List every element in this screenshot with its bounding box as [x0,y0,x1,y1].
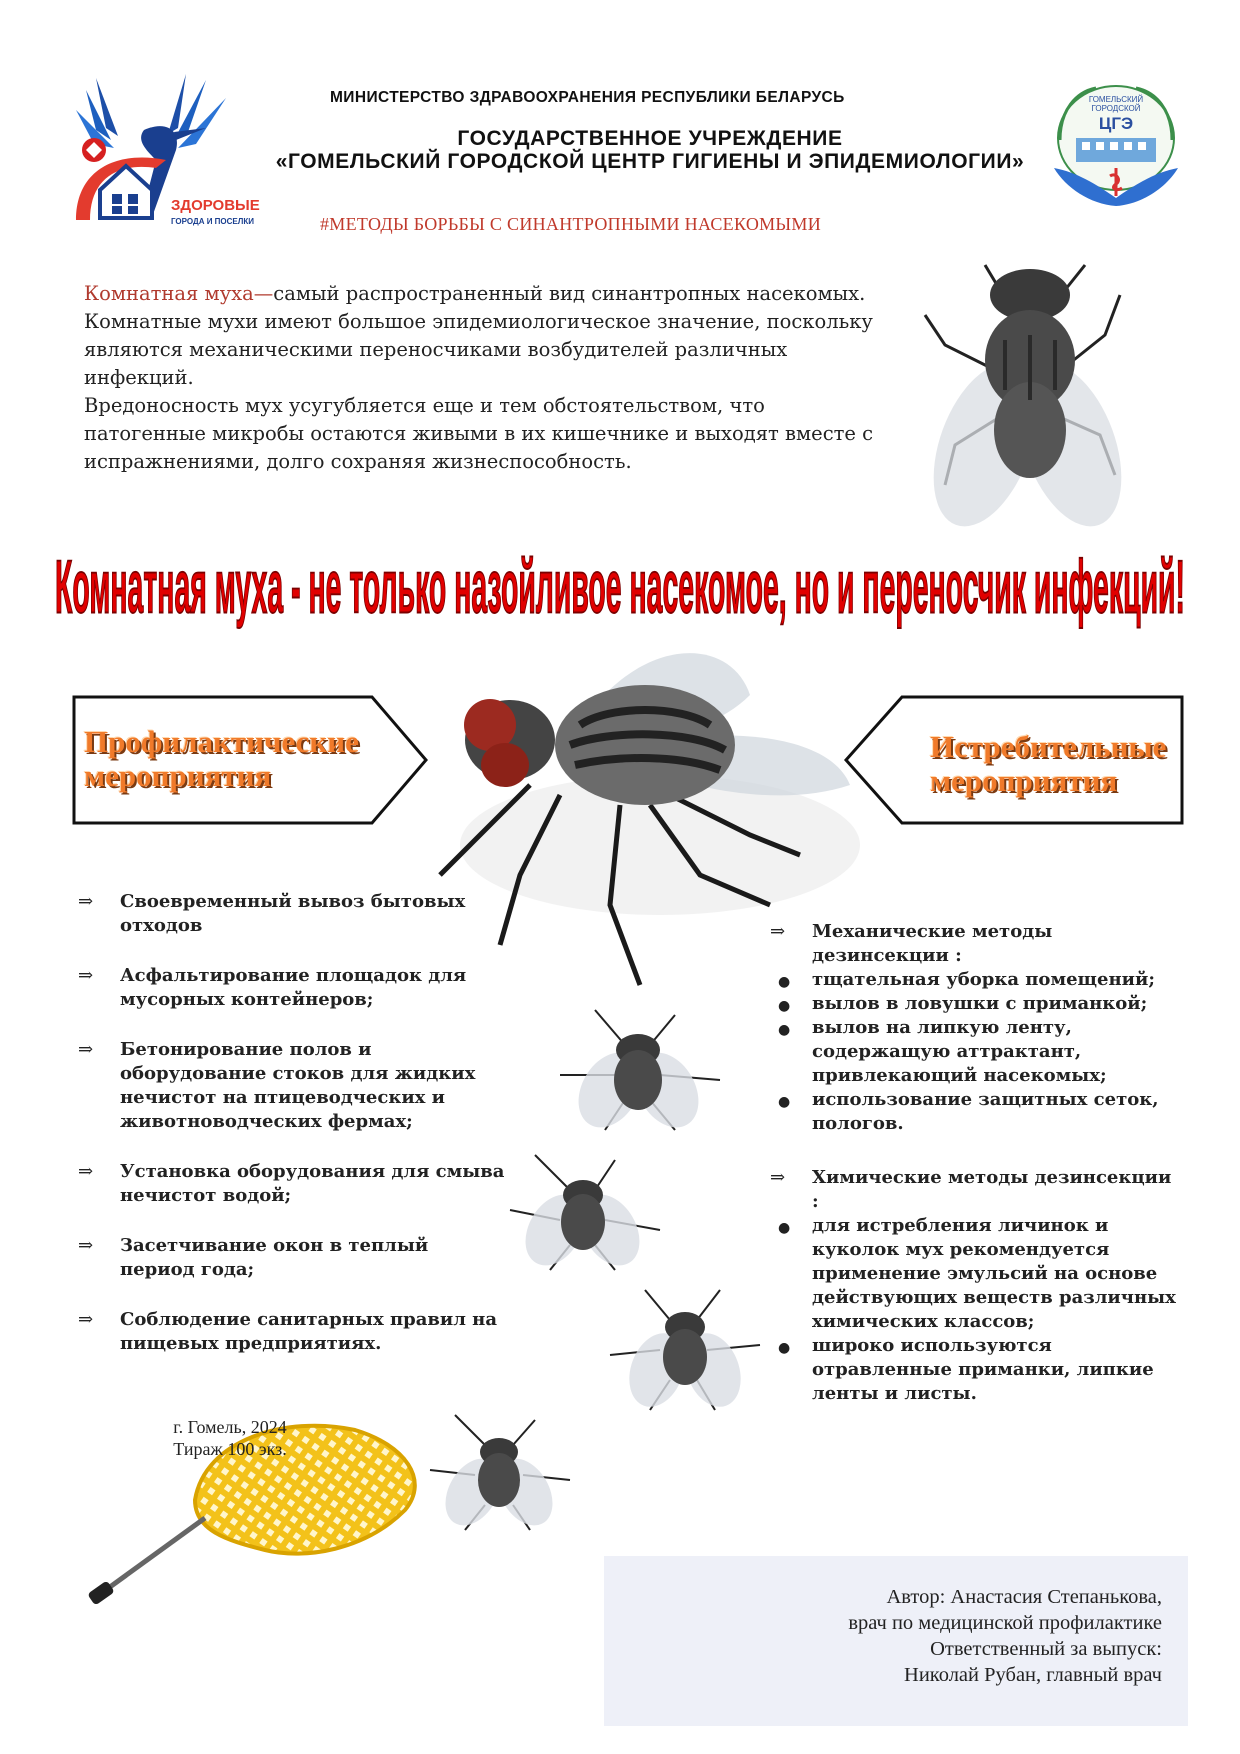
arrow-icon: ⇒ [78,965,94,986]
list-item: ● для истребления личинок и куколок мух рекомендуется применение эмульсий на основе действующих веществ различных химических классов; [778,1215,1176,1332]
extermination-measures-box [842,695,1184,825]
fly-illustration-small-1 [555,1005,725,1135]
arrow-icon: ⇒ [770,1167,786,1188]
author-line3: Ответственный за выпуск: [930,1638,1162,1660]
logo-text-healthy: ЗДОРОВЫЕ [171,197,260,214]
ministry-title: МИНИСТЕРСТВО ЗДРАВООХРАНЕНИЯ РЕСПУБЛИКИ БЕЛАРУСЬ [330,89,845,106]
institution-title-line1: ГОСУДАРСТВЕННОЕ УЧРЕЖДЕНИЕ [457,127,843,150]
gomel-cge-logo [1046,80,1186,210]
preventive-measures-box [72,695,430,825]
list-item: ⇒ Своевременный вывоз бытовых отходов [78,891,466,936]
institution-title-line2: «ГОМЕЛЬСКИЙ ГОРОДСКОЙ ЦЕНТР ГИГИЕНЫ И ЭПИДЕМИОЛОГИИ» [275,150,1025,173]
bullet-icon: ● [778,1340,791,1356]
mechanical-heading: ⇒ Механические методы дезинсекции : [770,921,1053,966]
fly-illustration-small-4 [425,1410,575,1535]
author-line4: Николай Рубан, главный врач [904,1664,1162,1686]
preventive-list [78,890,508,1382]
imprint-city: г. Гомель, 2024 [173,1417,287,1437]
extermination-list [770,920,1180,1406]
list-item: ⇒ Асфальтирование площадок для мусорных контейнеров; [78,965,467,1010]
list-item: ⇒ Бетонирование полов и оборудование стоков для жидких нечистот на птицеводческих и животноводческих фермах; [78,1039,476,1132]
fly-illustration-top [905,225,1135,535]
arrow-icon: ⇒ [78,1235,94,1256]
bullet-icon: ● [778,998,791,1014]
logo-text-cge: ЦГЭ [1098,114,1134,133]
preventive-label: Профилактические мероприятия [84,724,359,793]
arrow-icon: ⇒ [78,1161,94,1182]
intro-p2: Вредоносность мух усугубляется еще и тем обстоятельством, что патогенные микробы остаются живыми в их кишечнике и выходят вместе с испражнениями, долго сохраняя жизнеспособность. [84,394,874,473]
list-item: ⇒ Установка оборудования для смыва нечистот водой; [78,1161,505,1206]
bullet-icon: ● [778,1220,791,1236]
list-item: ● вылов на липкую ленту, содержащую аттрактант, привлекающий насекомых; [778,1017,1107,1086]
arrow-icon: ⇒ [78,1309,94,1330]
arrow-icon: ⇒ [78,1039,94,1060]
arrow-icon: ⇒ [78,891,94,912]
list-item: ⇒ Соблюдение санитарных правил на пищевых предприятиях. [78,1309,498,1354]
extermination-label: Истребительные мероприятия [930,729,1167,798]
slogan-text: Комнатная муха - не только назойливое насекомое, но и переносчик инфекций! [54,546,1185,630]
author-box [604,1556,1188,1726]
author-line2: врач по медицинской профилактике [848,1612,1162,1634]
list-item: ● широко используются отравленные приманки, липкие ленты и листы. [778,1335,1154,1404]
fly-illustration-small-3 [605,1285,765,1415]
arrow-icon: ⇒ [770,921,786,942]
imprint [140,1416,320,1460]
list-item: ● тщательная уборка помещений; [770,968,1180,992]
logo-text-cities: ГОРОДА И ПОСЕЛКИ [171,217,255,226]
chemical-heading: ⇒ Химические методы дезинсекции : [770,1167,1172,1212]
author-line1: Автор: Анастасия Степанькова, [886,1586,1162,1608]
logo-text-city: ГОРОДСКОЙ [1091,104,1141,113]
list-item: ⇒ Засетчивание окон в теплый период года; [78,1235,429,1280]
fly-illustration-small-2 [505,1150,665,1275]
intro-paragraph [84,280,884,476]
bullet-icon: ● [778,974,791,990]
intro-p1: самый распространенный вид синантропных насекомых. Комнатные мухи имеют большое эпидемиологическое значение, поскольку являются механическими переносчиками возбудителей различных инфекций. [84,282,873,389]
bullet-icon: ● [778,1022,791,1038]
imprint-print-run: Тираж 100 экз. [173,1439,287,1459]
hashtag-title: #МЕТОДЫ БОРЬБЫ С СИНАНТРОПНЫМИ НАСЕКОМЫМИ [320,214,822,234]
logo-text-gomel: ГОМЕЛЬСКИЙ [1088,95,1144,104]
intro-highlight: Комнатная муха— [84,282,274,305]
bullet-icon: ● [778,1094,791,1110]
list-item: ● вылов в ловушки с приманкой; [770,992,1180,1016]
list-item: ● использование защитных сеток, пологов. [778,1089,1159,1134]
